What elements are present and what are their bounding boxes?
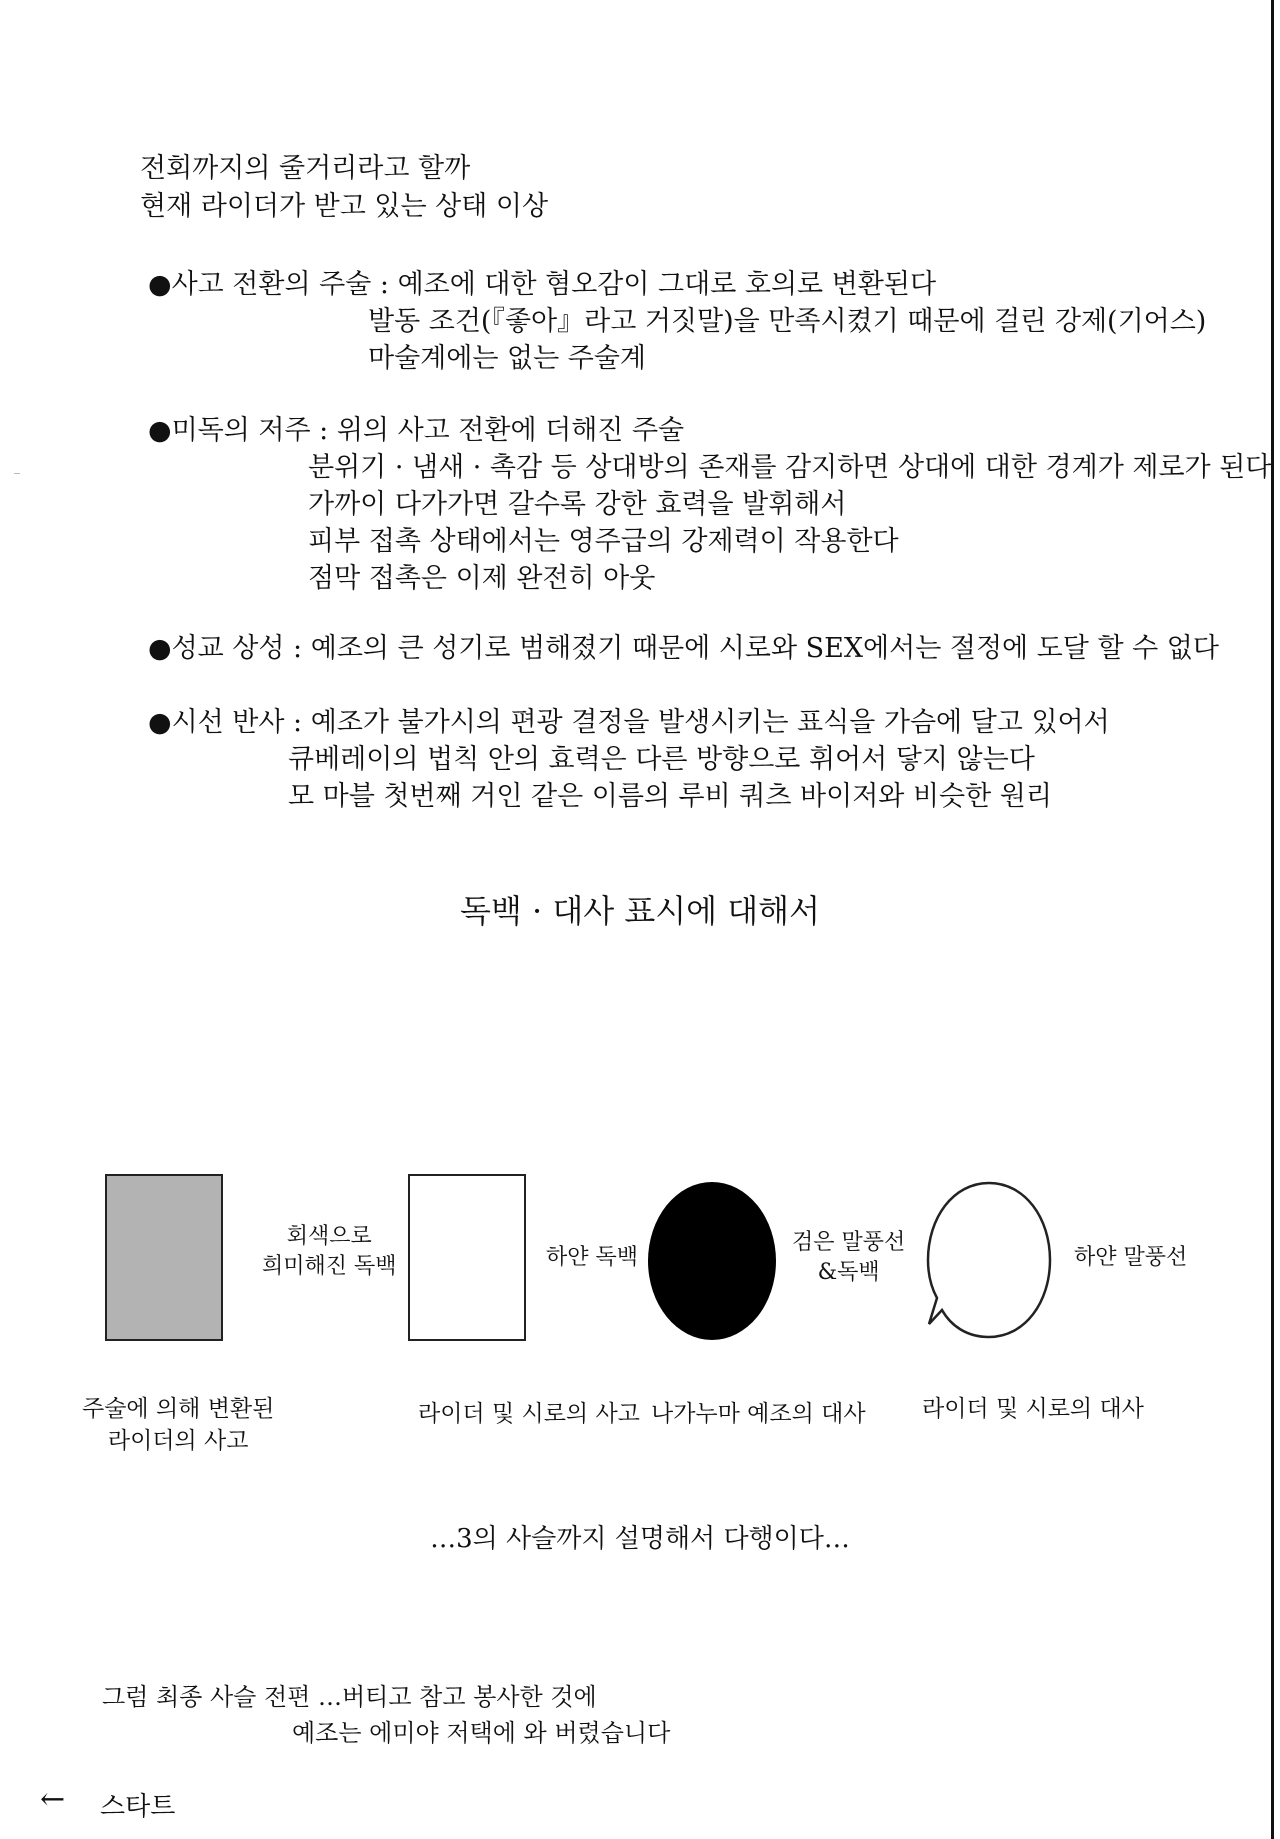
bullet: ● <box>148 415 172 446</box>
status-item-detail: 분위기 · 냄새 · 촉감 등 상대방의 존재를 감지하면 상대에 대한 경계가 제로가 된다 <box>308 452 1272 483</box>
status-item-gaze-reflection <box>148 704 1110 815</box>
scan-mark <box>14 473 20 474</box>
status-item-charm-curse <box>148 412 1271 597</box>
white-monologue-side-label: 하얀 독백 <box>546 1245 639 1270</box>
note-text: …3의 사슬까지 설명해서 다행이다… <box>430 1524 850 1554</box>
status-item-lead: 사고 전환의 주술 : 예조에 대한 혐오감이 그대로 호의로 변환된다 <box>171 269 937 300</box>
gray-monologue-caption: 주술에 의해 변환된 라이더의 사고 <box>82 1396 275 1454</box>
status-item-detail: 발동 조건(『좋아』라고 거짓말)을 만족시켰기 때문에 걸린 강제(기어스) <box>368 306 1207 337</box>
status-item-detail: 큐베레이의 법칙 안의 효력은 다른 방향으로 휘어서 닿지 않는다 <box>288 744 1035 775</box>
white-bubble-side-label: 하얀 말풍선 <box>1074 1245 1188 1270</box>
arrow-left-icon: ← <box>40 1782 66 1817</box>
status-item-detail: 모 마블 첫번째 거인 같은 이름의 루비 쿼츠 바이저와 비슷한 원리 <box>288 781 1052 812</box>
black-bubble-side-label: 검은 말풍선 &독백 <box>792 1230 906 1285</box>
gray-monologue-box <box>105 1174 223 1341</box>
bullet: ● <box>148 707 172 738</box>
white-monologue-caption: 라이더 및 시로의 사고 <box>418 1401 640 1427</box>
intro-line-1: 전회까지의 줄거리라고 할까 <box>140 153 471 184</box>
status-item-detail: 피부 접촉 상태에서는 영주급의 강제력이 작용한다 <box>308 526 899 557</box>
start-label: 스타트 <box>100 1792 176 1822</box>
footer-line-1: 그럼 최종 사슬 전편 …버티고 참고 봉사한 것에 <box>102 1683 597 1711</box>
footer-line-2: 예조는 에미야 저택에 와 버렸습니다 <box>292 1719 671 1747</box>
status-item-detail: 마술계에는 없는 주술계 <box>368 343 646 374</box>
black-speech-bubble <box>648 1182 776 1340</box>
status-item-thought-conversion <box>148 266 1206 377</box>
status-item-lead: 시선 반사 : 예조가 불가시의 편광 결정을 발생시키는 표식을 가슴에 달고 있어서 <box>171 707 1110 738</box>
white-bubble-caption: 라이더 및 시로의 대사 <box>922 1396 1144 1422</box>
black-bubble-caption: 나가누마 예조의 대사 <box>651 1401 866 1427</box>
legend-title: 독백 · 대사 표시에 대해서 <box>460 892 820 930</box>
status-item-lead: 미독의 저주 : 위의 사고 전환에 더해진 주술 <box>171 415 685 446</box>
bullet: ● <box>148 269 172 300</box>
bullet: ● <box>148 633 172 664</box>
status-item-detail: 가까이 다가가면 갈수록 강한 효력을 발휘해서 <box>308 489 847 520</box>
intro-text <box>140 150 548 226</box>
gray-monologue-side-label: 회색으로 희미해진 독백 <box>262 1224 397 1279</box>
white-speech-bubble <box>925 1180 1053 1340</box>
white-monologue-box <box>408 1174 526 1341</box>
intro-line-2: 현재 라이더가 받고 있는 상태 이상 <box>140 191 549 222</box>
status-item-detail: 점막 접촉은 이제 완전히 아웃 <box>308 563 656 594</box>
status-item-compatibility <box>148 630 1219 667</box>
status-item-lead: 성교 상성 : 예조의 큰 성기로 범해졌기 때문에 시로와 SEX에서는 절정에 도달 할 수 없다 <box>171 633 1219 664</box>
